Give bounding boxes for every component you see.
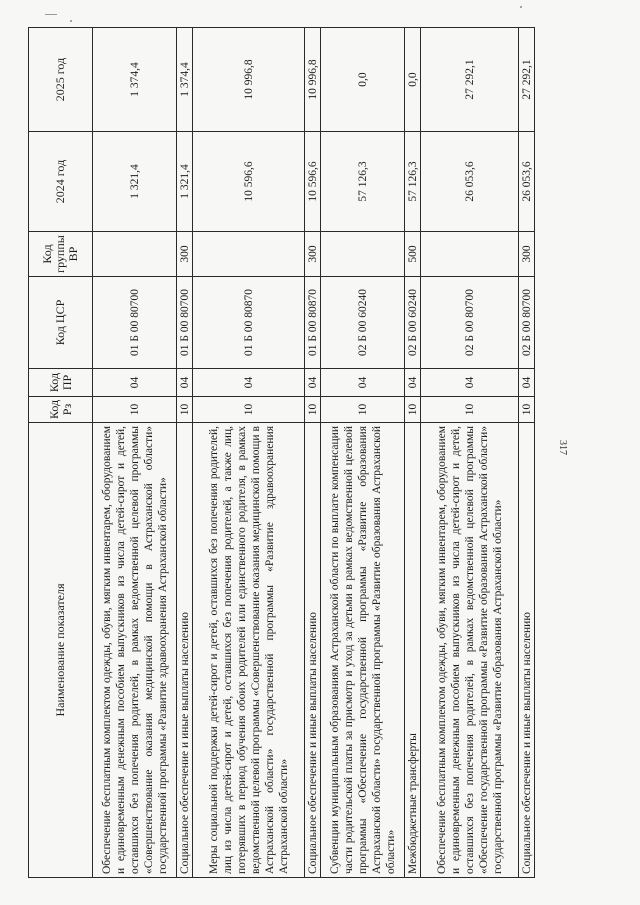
row-2025: 27 292,1: [519, 28, 535, 132]
row-pr: 04: [193, 369, 305, 397]
row-2025: 10 996,8: [193, 28, 305, 132]
table-row: [405, 28, 421, 878]
row-2024: 1 321,4: [177, 132, 193, 232]
row-2024: 26 053,6: [421, 132, 519, 232]
row-2025: 0,0: [321, 28, 405, 132]
row-rz: 10: [519, 397, 535, 423]
row-name: Социальное обеспечение и иные выплаты населению: [177, 423, 193, 878]
row-2025: 10 996,8: [305, 28, 321, 132]
row-2025: 1 374,4: [93, 28, 177, 132]
row-pr: 04: [93, 369, 177, 397]
table-row: [305, 28, 321, 878]
row-name: Обеспечение бесплатным комплектом одежды, обуви, мягким инвентарем, оборудованием и единовременным денежным пособием выпускников из числа детей-сирот и детей, оставшихся без попечения родителей, в рамках ведомственной целевой программы «Обеспечение государственной программы «Развитие образования Астраханской области» государственной программы «Развитие образования Астраханской области»: [421, 423, 519, 878]
row-name: Социальное обеспечение и иные выплаты населению: [519, 423, 535, 878]
table-row: [421, 28, 519, 878]
table-row: [193, 28, 305, 878]
header-2024: 2024 год: [29, 132, 93, 232]
row-2025: 0,0: [405, 28, 421, 132]
row-rz: 10: [93, 397, 177, 423]
row-csr: 01 Б 00 80700: [177, 277, 193, 369]
row-2024: 1 321,4: [93, 132, 177, 232]
row-name: Обеспечение бесплатным комплектом одежды, обуви, мягким инвентарем, оборудованием и единовременным денежным пособием выпускников из числа детей-сирот и детей, оставшихся без попечения родителей, в рамках ведомственной целевой программы «Совершенствование оказания медицинской помощи в Астраханской области» государственной программы «Развитие здравоохранения Астраханской области»: [93, 423, 177, 878]
table-row: [93, 28, 177, 878]
row-rz: 10: [305, 397, 321, 423]
row-2024: 10 596,6: [305, 132, 321, 232]
row-2024: 57 126,3: [321, 132, 405, 232]
row-rz: 10: [421, 397, 519, 423]
row-csr: 02 Б 00 60240: [405, 277, 421, 369]
row-rz: 10: [405, 397, 421, 423]
row-csr: 01 Б 00 80700: [93, 277, 177, 369]
row-vr: 500: [405, 232, 421, 277]
scan-artifact: [45, 14, 57, 15]
row-vr: [193, 232, 305, 277]
row-2025: 27 292,1: [421, 28, 519, 132]
header-pr: Код ПР: [29, 369, 93, 397]
row-2024: 26 053,6: [519, 132, 535, 232]
row-pr: 04: [321, 369, 405, 397]
row-csr: 02 Б 00 80700: [421, 277, 519, 369]
header-vr: Код группы ВР: [29, 232, 93, 277]
table-row: [321, 28, 405, 878]
page-number: 317: [557, 440, 568, 455]
row-2024: 10 596,6: [193, 132, 305, 232]
scan-artifact: [70, 20, 72, 22]
row-vr: 300: [305, 232, 321, 277]
row-2024: 57 126,3: [405, 132, 421, 232]
row-csr: 02 Б 00 60240: [321, 277, 405, 369]
row-vr: 300: [519, 232, 535, 277]
row-rz: 10: [321, 397, 405, 423]
row-rz: 10: [177, 397, 193, 423]
row-name: Межбюджетные трансферты: [405, 423, 421, 878]
scan-artifact: [520, 6, 522, 8]
row-rz: 10: [193, 397, 305, 423]
row-name: Субвенции муниципальным образованиям Астраханской области по выплате компенсации части родительской платы за присмотр и уход за детьми в рамках ведомственной целевой программы «Обеспечение государственной программы «Развитие образования Астраханской области» государственной программы «Развитие образования Астраханской области»: [321, 423, 405, 878]
budget-table: [28, 27, 535, 878]
table-row: [177, 28, 193, 878]
row-vr: [421, 232, 519, 277]
row-name: Меры социальной поддержки детей-сирот и детей, оставшихся без попечения родителей, лиц из числа детей-сирот и детей, оставшихся без попечения родителей, а также лиц, потерявших в период обучения обоих родителей или единственного родителя, в рамках ведомственной целевой программы «Совершенствование оказания медицинской помощи в Астраханской области» государственной программы «Развитие здравоохранения Астраханской области»: [193, 423, 305, 878]
row-pr: 04: [305, 369, 321, 397]
row-2025: 1 374,4: [177, 28, 193, 132]
header-csr: Код ЦСР: [29, 277, 93, 369]
row-pr: 04: [519, 369, 535, 397]
header-name: Наименование показателя: [29, 423, 93, 878]
rotated-page: [28, 28, 573, 878]
header-rz: Код Рз: [29, 397, 93, 423]
row-pr: 04: [177, 369, 193, 397]
row-pr: 04: [405, 369, 421, 397]
row-pr: 04: [421, 369, 519, 397]
row-name: Социальное обеспечение и иные выплаты населению: [305, 423, 321, 878]
row-csr: 02 Б 00 80700: [519, 277, 535, 369]
table-row: [519, 28, 535, 878]
row-csr: 01 Б 00 80870: [193, 277, 305, 369]
row-vr: [93, 232, 177, 277]
row-vr: 300: [177, 232, 193, 277]
table-header-row: [29, 28, 93, 878]
row-vr: [321, 232, 405, 277]
header-2025: 2025 год: [29, 28, 93, 132]
row-csr: 01 Б 00 80870: [305, 277, 321, 369]
